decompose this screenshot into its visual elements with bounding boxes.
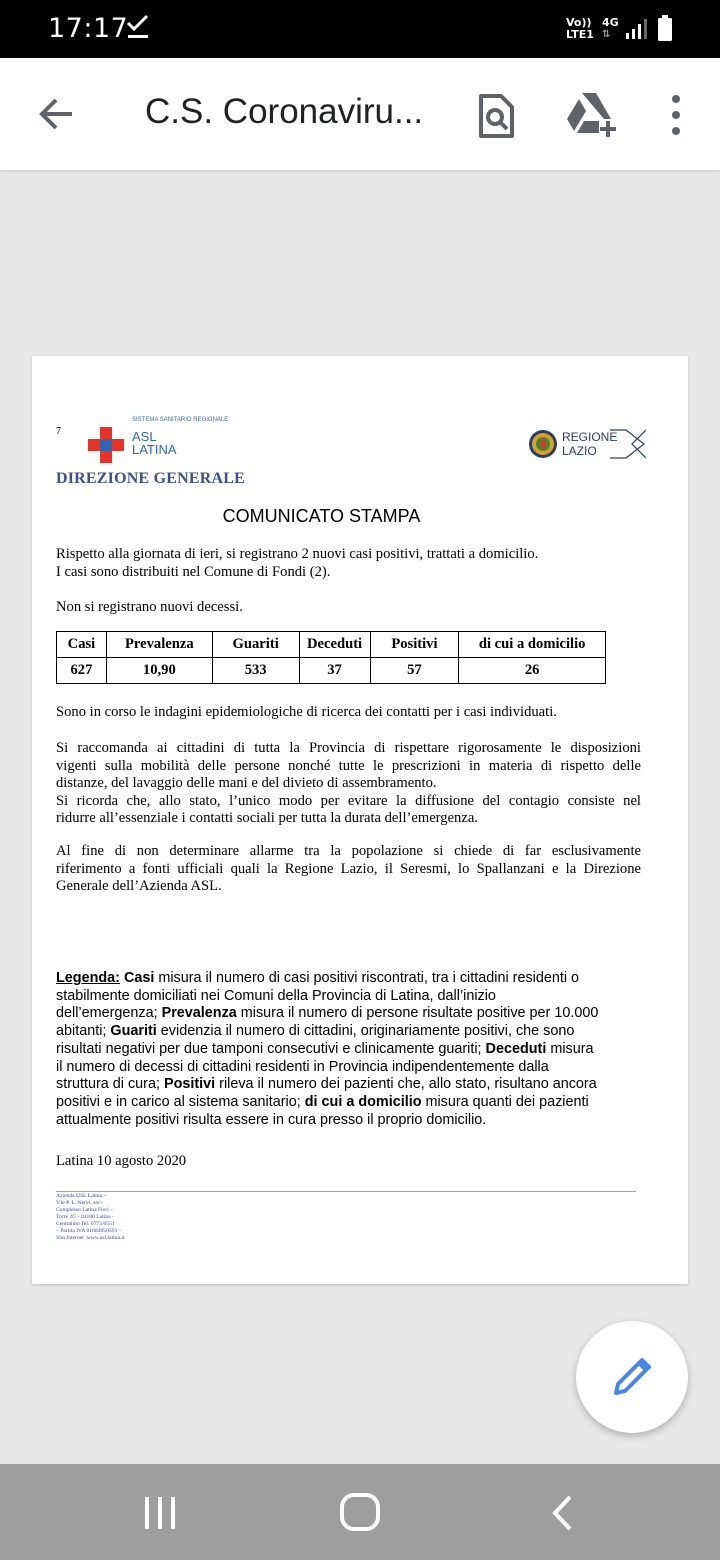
regione-lazio-logo — [528, 428, 650, 462]
lazio-chevron-icon — [610, 428, 646, 460]
lazio-emblem-icon — [528, 429, 558, 459]
stats-table — [56, 631, 606, 684]
app-bar — [0, 58, 720, 170]
more-vert-icon[interactable] — [662, 94, 690, 136]
battery-icon — [658, 15, 672, 41]
recommendation-line: ridurre all’essenziale i contatti sociali per tutta la durata dell’emergenza. — [56, 810, 478, 827]
no-deaths-paragraph: Non si registrano nuovi decessi. — [56, 599, 243, 615]
footer-line: V.le P. L. Nervi, snc- — [56, 1200, 103, 1206]
system-nav-bar — [0, 1464, 720, 1560]
legend-text: rileva il numero dei pazienti che, allo stato, risultano ancora — [215, 1076, 597, 1093]
footer-line: – Partita IVA 01684950593 – — [56, 1228, 122, 1234]
network-type-label: 4G — [602, 16, 619, 29]
back-arrow-icon[interactable] — [30, 91, 80, 137]
legend-label: Legenda: — [56, 970, 120, 986]
footer-address — [56, 1193, 124, 1242]
document-title: C.S. Coronaviru... — [145, 92, 424, 131]
term-guariti: Guariti — [110, 1023, 157, 1040]
network-label — [566, 17, 594, 41]
term-domicilio: di cui a domicilio — [304, 1093, 422, 1110]
legend-line — [56, 1076, 648, 1094]
legend-text: misura quanti dei pazienti — [421, 1093, 589, 1110]
recents-icon[interactable] — [140, 1496, 180, 1530]
legend-line — [56, 1005, 648, 1023]
term-prevalenza: Prevalenza — [161, 1005, 237, 1022]
legend-line — [56, 970, 648, 988]
header-prevalenza: Prevalenza — [106, 632, 212, 658]
recommendation-paragraph — [56, 740, 641, 828]
legend-text: misura — [546, 1040, 594, 1057]
legend-paragraph — [56, 970, 648, 1129]
sources-line: riferimento a fonti ufficiali quali la Regione Lazio, il Seresmi, lo Spallanzani e la Direzione — [56, 860, 641, 877]
footer-line: Azienda USL Latina – — [56, 1193, 107, 1199]
stats-header-row — [57, 632, 606, 658]
intro-paragraph — [56, 546, 641, 581]
edit-pencil-icon — [610, 1355, 654, 1399]
recommendation-line: Si raccomanda ai cittadini di tutta la Provincia di rispettare rigorosamente le disposizioni — [56, 740, 641, 756]
legend-line — [56, 1023, 648, 1041]
term-positivi: Positivi — [163, 1076, 216, 1093]
asl-logo-name — [132, 430, 177, 456]
lte-label: LTE1 — [566, 28, 594, 41]
legend-line — [56, 1094, 648, 1112]
asl-logo-line2: LATINA — [132, 442, 177, 457]
header-positivi: Positivi — [370, 632, 459, 658]
header-casi: Casi — [57, 632, 107, 658]
legend-line: attualmente positivi risulta essere in cura presso il proprio domicilio. — [56, 1111, 487, 1128]
network-type — [602, 17, 619, 41]
value-guariti: 533 — [212, 658, 299, 684]
release-date: Latina 10 agosto 2020 — [56, 1153, 187, 1169]
asl-latina-logo — [88, 416, 248, 464]
edit-button[interactable] — [576, 1321, 688, 1433]
signal-icon — [625, 18, 647, 40]
status-bar — [0, 0, 720, 58]
press-release-heading: COMUNICATO STAMPA — [222, 506, 421, 526]
header-domicilio: di cui a domicilio — [459, 632, 606, 658]
legend-text: misura il numero di casi positivi riscontrati, tra i cittadini residenti o — [154, 970, 580, 986]
legend-text: positivi e in carico al sistema sanitario; — [56, 1093, 305, 1110]
volte-label: Vo)) — [566, 16, 592, 29]
legend-text: struttura di cura; — [56, 1076, 164, 1093]
value-domicilio: 26 — [459, 658, 606, 684]
legend-text: dell’emergenza; — [56, 1005, 162, 1022]
department-heading: DIREZIONE GENERALE — [56, 470, 245, 487]
legend-text: misura il numero di persone risultate positive per 10.000 — [236, 1005, 599, 1022]
header-deceduti: Deceduti — [299, 632, 370, 658]
lazio-logo-line2: LAZIO — [562, 444, 597, 458]
legend-text: risultati negativi per due tamponi consecutivi e clinicamente guariti; — [56, 1040, 486, 1057]
legend-line: il numero di decessi di cittadini residenti in Provincia indipendentemente dalla — [56, 1058, 549, 1075]
data-arrows-icon: ⇅ — [602, 29, 611, 40]
recommendation-line: distanze, del lavaggio delle mani e del divieto di assembramento. — [56, 775, 437, 792]
intro-line: I casi sono distribuiti nel Comune di Fondi (2). — [56, 563, 331, 580]
sources-paragraph — [56, 843, 641, 896]
sources-line: Al fine di non determinare allarme tra la popolazione si chiede di far esclusivamente — [56, 843, 641, 859]
recommendation-line: vigenti sulla mobilità delle persone nonché tutte le prescrizioni in materia di rispetto delle — [56, 757, 641, 774]
lazio-logo-line1: REGIONE — [562, 430, 618, 444]
home-icon[interactable] — [338, 1492, 382, 1532]
add-to-drive-icon[interactable] — [565, 91, 621, 139]
back-icon[interactable] — [546, 1494, 580, 1532]
stats-value-row — [57, 658, 606, 684]
footer-line: Complesso Latina Fiori – — [56, 1207, 114, 1213]
term-casi: Casi — [123, 970, 155, 986]
footer-line: Torre 2G - 04100 Latina - — [56, 1214, 114, 1220]
intro-line: Rispetto alla giornata di ieri, si registrano 2 nuovi casi positivi, trattati a domicilio. — [56, 546, 539, 562]
value-positivi: 57 — [370, 658, 459, 684]
status-time: 17:17 — [48, 13, 129, 44]
term-deceduti: Deceduti — [485, 1040, 547, 1057]
footer-line: Centralino Tel. 0773/6551 — [56, 1221, 115, 1227]
legend-line — [56, 1041, 648, 1059]
legend-text: evidenzia il numero di cittadini, originariamente positivi, che sono — [156, 1023, 575, 1040]
value-casi: 627 — [57, 658, 107, 684]
asl-logo-line1: ASL — [132, 429, 157, 444]
find-in-page-icon[interactable] — [470, 92, 522, 140]
header-guariti: Guariti — [212, 632, 299, 658]
legend-line: stabilmente domiciliati nei Comuni della Provincia di Latina, dall’inizio — [56, 987, 496, 1004]
footer-line: Sito Internet :www.asl.latina.it — [56, 1235, 125, 1241]
legend-text: abitanti; — [56, 1023, 111, 1040]
value-deceduti: 37 — [299, 658, 370, 684]
sources-line: Generale dell’Azienda ASL. — [56, 878, 222, 895]
recommendation-line: Si ricorda che, allo stato, l’unico modo per evitare la diffusione del contagio consiste nel — [56, 792, 641, 809]
asl-logo-tagline: SISTEMA SANITARIO REGIONALE — [132, 417, 229, 423]
value-prevalenza: 10,90 — [106, 658, 212, 684]
red-cross-icon — [88, 427, 124, 463]
investigations-paragraph: Sono in corso le indagini epidemiologiche di ricerca dei contatti per i casi individuati. — [56, 704, 557, 720]
document-page — [32, 356, 688, 1284]
page-number: 7 — [56, 426, 61, 437]
footer-divider — [56, 1191, 636, 1192]
check-icon — [126, 13, 150, 41]
